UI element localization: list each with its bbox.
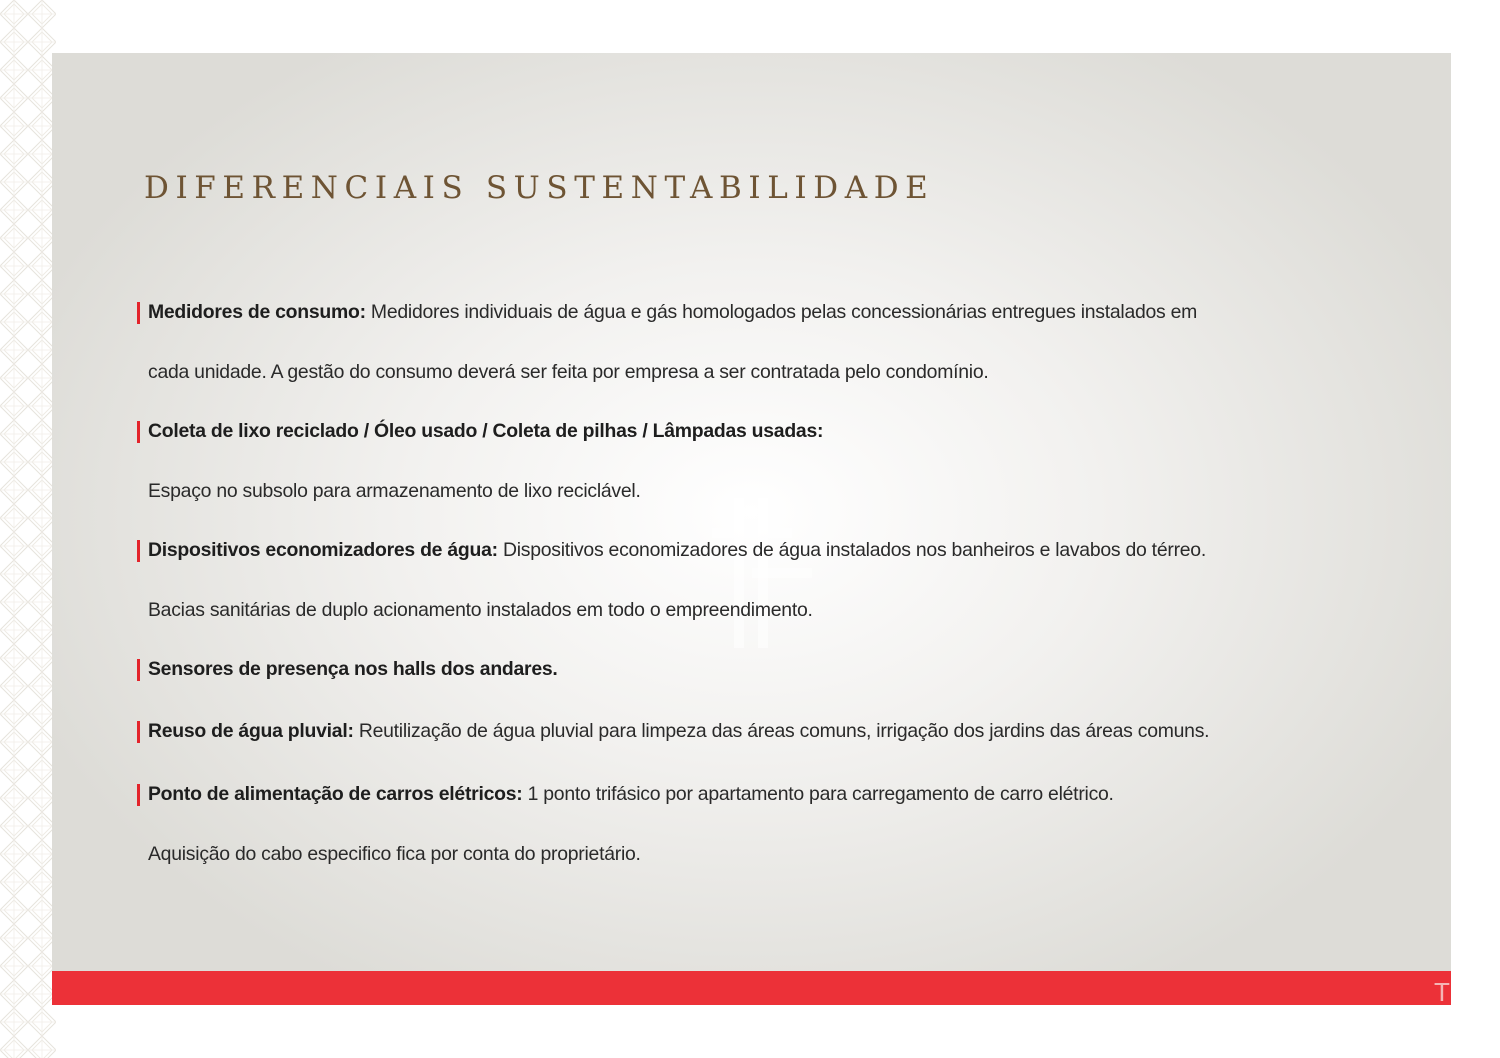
item-text: Dispositivos economizadores de água instalados nos banheiros e lavabos do térreo. — [497, 539, 1206, 561]
item-text: Reutilização de água pluvial para limpeza das áreas comuns, irrigação dos jardins das áreas comuns. — [353, 720, 1210, 742]
page-title: DIFERENCIAIS SUSTENTABILIDADE — [144, 170, 935, 206]
list-item — [148, 656, 558, 682]
item-heading: Coleta de lixo reciclado / Óleo usado / Coleta de pilhas / Lâmpadas usadas: — [148, 420, 824, 442]
item-text: Medidores individuais de água e gás homologados pelas concessionárias entregues instalados em — [365, 301, 1198, 323]
item-heading: Medidores de consumo: — [148, 301, 366, 323]
footer-letter: T — [1434, 977, 1450, 1007]
item-heading: Ponto de alimentação de carros elétricos: — [148, 783, 523, 805]
bullet-marker — [137, 302, 140, 324]
list-item — [148, 537, 1206, 563]
item-continuation: Aquisição do cabo especifico fica por conta do proprietário. — [148, 843, 641, 865]
item-heading: Dispositivos economizadores de água: — [148, 539, 498, 561]
list-item — [148, 418, 823, 444]
footer-bar — [52, 971, 1451, 1005]
list-item — [148, 299, 1197, 325]
item-heading: Sensores de presença nos halls dos andares. — [148, 658, 558, 680]
bullet-marker — [137, 659, 140, 681]
bullet-marker — [137, 540, 140, 562]
item-heading: Reuso de água pluvial: — [148, 720, 354, 742]
item-text: 1 ponto trifásico por apartamento para carregamento de carro elétrico. — [522, 783, 1114, 805]
bullet-marker — [137, 421, 140, 443]
item-continuation: Bacias sanitárias de duplo acionamento instalados em todo o empreendimento. — [148, 599, 813, 621]
list-item — [148, 781, 1114, 807]
list-item — [148, 718, 1209, 744]
bullet-marker — [137, 784, 140, 806]
bullet-marker — [137, 721, 140, 743]
item-continuation: Espaço no subsolo para armazenamento de lixo reciclável. — [148, 480, 641, 502]
item-continuation: cada unidade. A gestão do consumo deverá ser feita por empresa a ser contratada pelo condomínio. — [148, 361, 989, 383]
